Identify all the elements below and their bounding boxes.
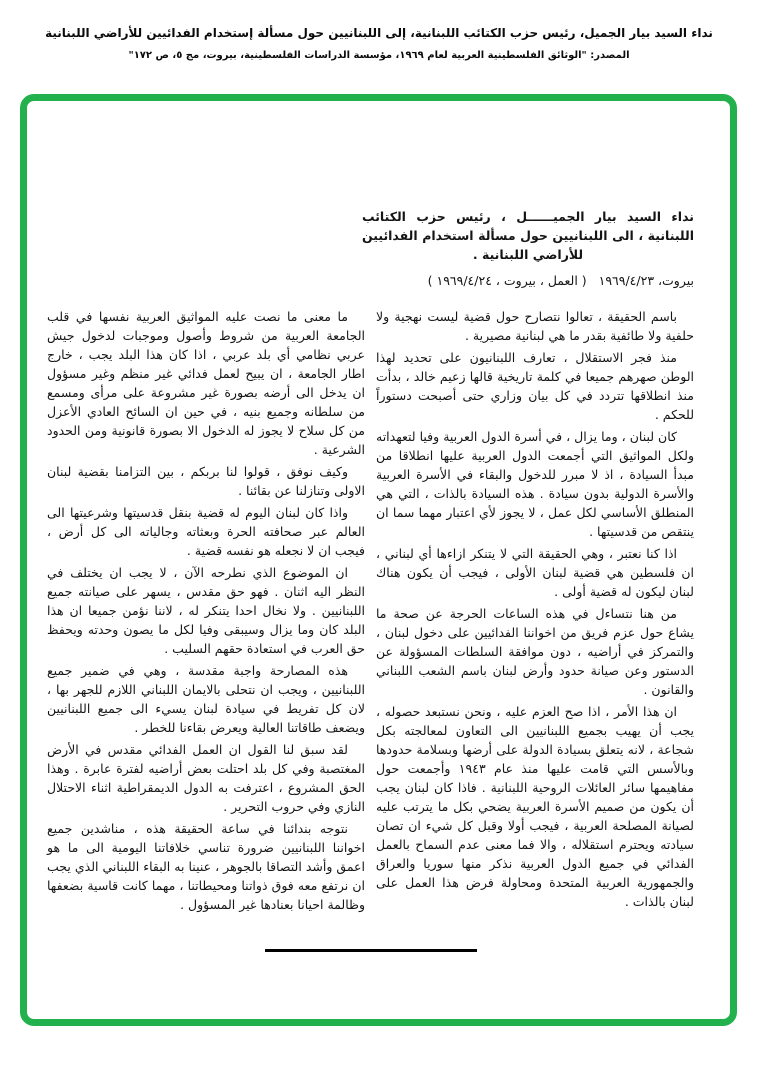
title-line: نداء السيد بيار الجميــــــل ، رئيس حزب الكتائب xyxy=(362,209,694,224)
document-scan xyxy=(27,101,730,1019)
end-rule xyxy=(265,949,477,952)
paragraph: ان الموضوع الذي نطرحه الآن ، لا يجب ان يختلف في النظر اليه اثنان . فهو حق مقدس ، يسهر على صيانته جميع اللبنانيين . ولا نخال احدا يتنكر له ، لاننا نؤمن جميعا ان هذا البلد كان وما يزال وسيبقى وفيا لكل ما يصون وحدته ويحفظ حق العرب في استعادة حقهم السليب . xyxy=(47,565,365,656)
document-frame xyxy=(20,94,737,1026)
title-line: للأراضي اللبنانية . xyxy=(472,247,584,262)
paragraph: من هنا نتساءل في هذه الساعات الحرجة عن صحة ما يشاع حول عزم فريق من اخواننا الفدائيين على دخول لبنان ، والتمركز في أراضيه ، دون موافقة السلطات المسؤولة عن الدستور وعن صيانة حدود وأرض لبنان باسم الشعب اللبناني والقانون . xyxy=(376,606,694,697)
column-left xyxy=(47,307,365,917)
paragraph: واذا كان لبنان اليوم له قضية بنقل قدسيتها وشرعيتها الى العالم عبر صحافته الحرة وبعثاته وجالياته الى كل أرض ، فيجب ان لا نجعله هو نفسه قضية . xyxy=(47,505,365,558)
paragraph: كان لبنان ، وما يزال ، في أسرة الدول العربية وفيا لتعهداته ولكل المواثيق التي أجمعت الدول العربية عليها انطلاقا من مبدأ السيادة ، اذ لا مبرر للدخول والبقاء في الأسرة العربية والأسرة الدولية بدون سيادة . هذه السيادة بالذات ، التي هي المنطلق الأساسي لكل عمل ، لا يجوز لأي اعتبار مهما سما ان ينتقص من قدسيتها . xyxy=(376,429,694,539)
paragraph: منذ فجر الاستقلال ، تعارف اللبنانيون على تحديد لهذا الوطن صهرهم جميعا في كلمة تاريخية قالها زعيم خالد ، بدأت منذ انطلاقها تتردد في كل بيان وزاري حتى أصبحت دستوراً للحكم . xyxy=(376,350,694,422)
document-columns xyxy=(47,307,694,917)
source-citation: المصدر: "الوثائق الفلسطينية العربية لعام ١٩٦٩، مؤسسة الدراسات الفلسطينية، بيروت، مج ٥، ص ١٧٢" xyxy=(128,50,630,61)
paragraph: هذه المصارحة واجبة مقدسة ، وهي في ضمير جميع اللبنانيين ، ويجب ان نتحلى بالايمان اللبناني اللازم للجهر بها ، لان كل تفريط في سيادة لبنان يسيء الى جميع اللبنانيين ويضعف طاقاتنا العالية ويعرض بقاءنا للخطر . xyxy=(47,663,365,735)
document-dateline: بيروت، ١٩٦٩/٤/٢٣ ( العمل ، بيروت ، ١٩٦٩/٤/٢٤ ) xyxy=(427,273,694,288)
paragraph: لقد سبق لنا القول ان العمل الفدائي مقدس في الأرض المغتصبة وفي كل بلد احتلت بعض أراضيه لفترة عابرة . وهذا الحق المشروع ، اعترفت به الدول الديمقراطية اثناء الاحتلال النازي وفي حروب التحرير . xyxy=(47,742,365,814)
document-title xyxy=(362,207,694,264)
title-line: اللبنانية ، الى اللبنانيين حول مسألة استخدام الفدائيين xyxy=(362,228,694,243)
column-right xyxy=(376,307,694,917)
paragraph: ان هذا الأمر ، اذا صح العزم عليه ، ونحن نستبعد حصوله ، يجب أن يهيب بجميع اللبنانيين الى التعاون لمعالجته بكل شجاعة ، لانه يتعلق بسيادة الدولة على أرضها وبسلامة حدودها وبالأسس التي قامت عليها منذ عام ١٩٤٣ وأجمعت حول مفاهيمها سائر العائلات الروحية اللبنانية . فاذا كان لبنان يجب أن يكون من صميم الأسرة العربية يضحي بكل ما يترتب عليه لصيانة المصلحة العربية ، فيجب أولا وقبل كل شيء ان تصان سيادته ويحترم استقلاله ، والا فما معنى عدم السماح بالعمل الفدائي في جميع الدول العربية نذكر منها سوريا والعراق والجمهورية العربية المتحدة ومحاولة فرض هذا العمل على لبنان بالذات . xyxy=(376,704,694,909)
paragraph: نتوجه بندائنا في ساعة الحقيقة هذه ، مناشدين جميع اخواننا اللبنانيين ضرورة تناسي خلافاتنا اليومية الى ما هو اعمق وأشد التصاقا بالجوهر ، عنينا به البقاء اللبناني الذي يجب ان نرتفع معه فوق ذواتنا ومحيطاتنا ، مهما كانت قاسية بضعفها وظالمة احيانا بعنادها غير المسؤول . xyxy=(47,821,365,912)
paragraph: اذا كنا نعتبر ، وهي الحقيقة التي لا يتنكر ازاءها أي لبناني ، ان فلسطين هي قضية لبنان الأولى ، فيجب أن يكون هناك لبنان ليكون له قضية أولى . xyxy=(376,546,694,599)
page-title: نداء السيد بيار الجميل، رئيس حزب الكتائب اللبنانية، إلى اللبنانيين حول مسألة إستخدام الفدائيين للأراضي اللبنانية xyxy=(45,26,713,40)
paragraph: ما معنى ما نصت عليه المواثيق العربية نفسها في قلب الجامعة العربية من شروط وأصول وموجبات لدخول جيش عربي نظامي أي بلد عربي ، اذا كان هذا البلد يجب ، خارج اطار الجامعة ، ان يبيح لعمل فدائي غير منظم وغير مسؤول ان يدخل الى أرضه بصورة غير مشروعة على مرأى ومسمع من سلطانه وجميع بنيه ، في حين ان السائح العادي الأعزل من كل سلاح لا يجوز له الدخول الا بصورة قانونية ومن الحدود الشرعية . xyxy=(47,309,365,457)
paragraph: وكيف نوفق ، قولوا لنا بربكم ، بين التزامنا بقضية لبنان الاولى وتنازلنا عن بقائنا . xyxy=(47,464,365,498)
paragraph: باسم الحقيقة ، تعالوا نتصارح حول قضية ليست نهجية ولا حلفية ولا طائفية بقدر ما هي لبنانية مصيرية . xyxy=(376,309,694,343)
